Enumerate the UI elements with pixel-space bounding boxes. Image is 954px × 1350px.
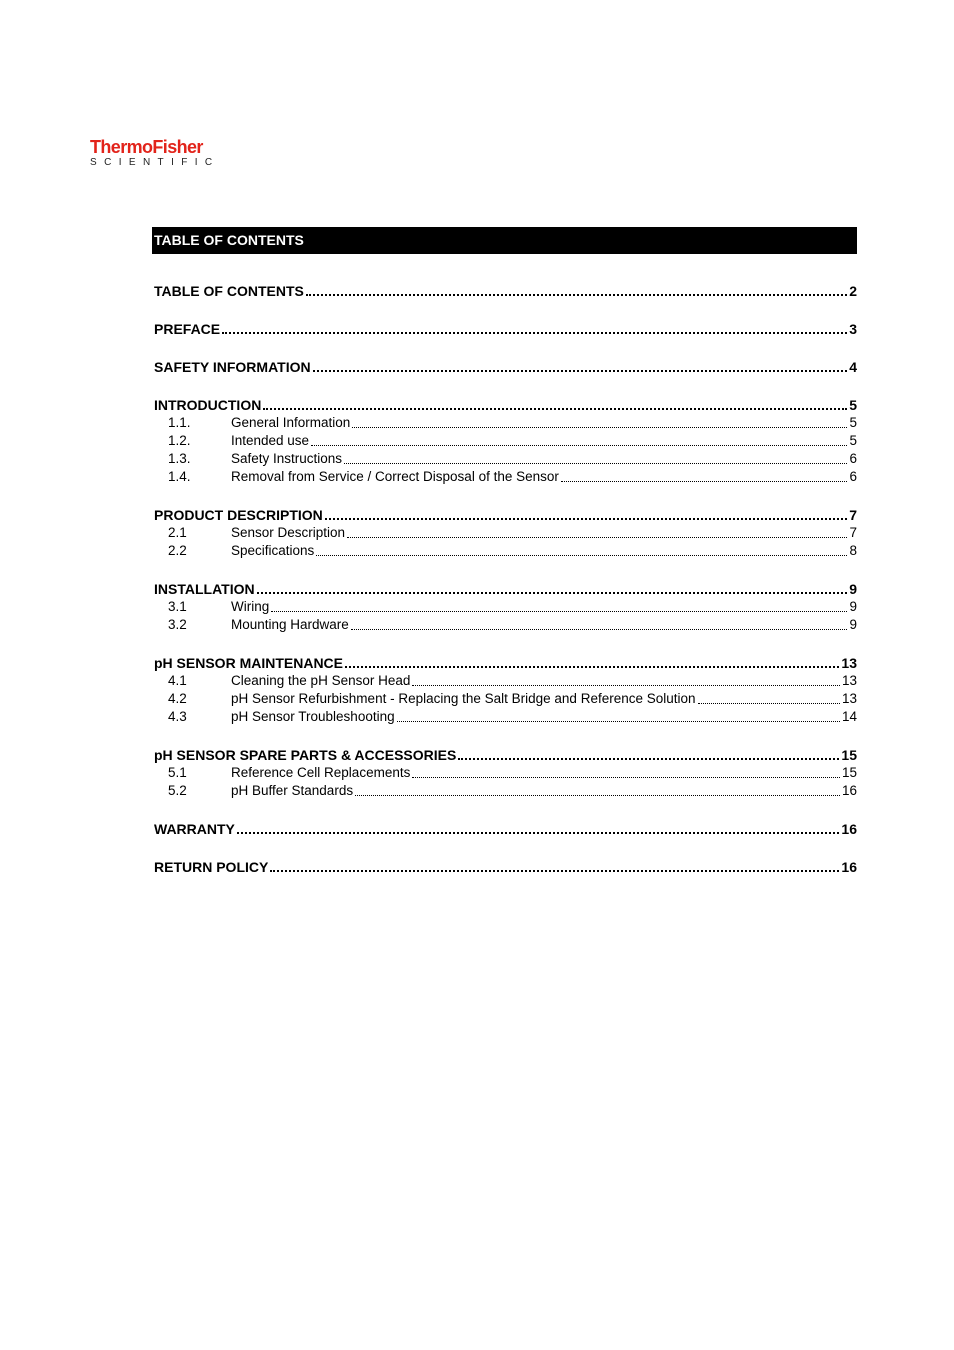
toc-entry[interactable] xyxy=(154,358,857,376)
toc-subentry-page: 15 xyxy=(841,765,857,780)
dot-leader xyxy=(698,703,840,704)
toc-entry-page: 15 xyxy=(841,747,857,763)
toc-subentry[interactable] xyxy=(154,782,857,800)
toc-subentry-number: 2.2 xyxy=(168,543,187,558)
dot-leader xyxy=(263,408,847,410)
toc-entry[interactable] xyxy=(154,506,857,524)
toc-subentry-title: pH Sensor Troubleshooting xyxy=(231,709,395,724)
dot-leader xyxy=(344,463,847,464)
dot-leader xyxy=(412,685,840,686)
toc-subentry[interactable] xyxy=(154,524,857,542)
toc-section xyxy=(154,858,857,876)
toc-entry[interactable] xyxy=(154,580,857,598)
dot-leader xyxy=(270,870,839,872)
dot-leader xyxy=(257,592,848,594)
toc-section xyxy=(154,506,857,560)
toc-subentry-number: 3.1 xyxy=(168,599,187,614)
dot-leader xyxy=(347,537,847,538)
toc-subentry-number: 1.2. xyxy=(168,433,191,448)
toc-subentry-page: 14 xyxy=(841,709,857,724)
toc-entry-page: 3 xyxy=(849,321,857,337)
dot-leader xyxy=(237,832,840,834)
dot-leader xyxy=(458,758,839,760)
toc-subentry-number: 2.1 xyxy=(168,525,187,540)
toc-entry-title: INTRODUCTION xyxy=(154,397,262,413)
toc-subentry[interactable] xyxy=(154,450,857,468)
toc-subentry-page: 5 xyxy=(849,433,857,448)
toc-entry-title: SAFETY INFORMATION xyxy=(154,359,311,375)
toc-section xyxy=(154,396,857,486)
toc-subentry-page: 8 xyxy=(849,543,857,558)
toc-subentry-title: Sensor Description xyxy=(231,525,346,540)
logo-line2: SCIENTIFIC xyxy=(90,157,220,168)
toc-entry[interactable] xyxy=(154,320,857,338)
toc-subentry-page: 9 xyxy=(849,617,857,632)
toc-subentry[interactable] xyxy=(154,432,857,450)
toc-subentry-number: 1.3. xyxy=(168,451,191,466)
toc-subentry-title: Wiring xyxy=(231,599,270,614)
toc-subentry[interactable] xyxy=(154,672,857,690)
toc-subentry-number: 4.3 xyxy=(168,709,187,724)
toc-subentry-page: 16 xyxy=(841,783,857,798)
dot-leader xyxy=(397,721,840,722)
toc-subentry-title: General Information xyxy=(231,415,351,430)
toc-entry-title: pH SENSOR SPARE PARTS & ACCESSORIES xyxy=(154,747,457,763)
toc-subentry-number: 3.2 xyxy=(168,617,187,632)
dot-leader xyxy=(351,629,848,630)
toc-entry-title: WARRANTY xyxy=(154,821,235,837)
toc-subentry[interactable] xyxy=(154,690,857,708)
toc-subentry-page: 5 xyxy=(849,415,857,430)
toc-subentry[interactable] xyxy=(154,414,857,432)
toc-subentry-title: Intended use xyxy=(231,433,310,448)
toc-entry[interactable] xyxy=(154,746,857,764)
thermo-fisher-logo xyxy=(90,138,220,169)
toc-entry-page: 4 xyxy=(849,359,857,375)
toc-subentry-title: Cleaning the pH Sensor Head xyxy=(231,673,411,688)
toc-entry[interactable] xyxy=(154,858,857,876)
toc-subentry-title: pH Buffer Standards xyxy=(231,783,354,798)
toc-subentry-number: 4.2 xyxy=(168,691,187,706)
toc-subentry-page: 9 xyxy=(849,599,857,614)
toc-subentry-number: 4.1 xyxy=(168,673,187,688)
toc-subentry[interactable] xyxy=(154,542,857,560)
toc-entry-title: INSTALLATION xyxy=(154,581,255,597)
toc-section xyxy=(154,820,857,838)
toc-subentry-page: 13 xyxy=(841,691,857,706)
toc-subentry-page: 6 xyxy=(849,469,857,484)
dot-leader xyxy=(306,294,847,296)
toc-header-bar: TABLE OF CONTENTS xyxy=(152,227,857,254)
toc-entry[interactable] xyxy=(154,654,857,672)
toc-subentry-number: 1.1. xyxy=(168,415,191,430)
toc-entry-page: 7 xyxy=(849,507,857,523)
toc-subentry-number: 5.2 xyxy=(168,783,187,798)
dot-leader xyxy=(355,795,840,796)
table-of-contents xyxy=(154,282,857,896)
toc-entry[interactable] xyxy=(154,396,857,414)
dot-leader xyxy=(561,481,848,482)
toc-entry[interactable] xyxy=(154,282,857,300)
dot-leader xyxy=(313,370,848,372)
toc-section xyxy=(154,580,857,634)
toc-subentry-title: Safety Instructions xyxy=(231,451,343,466)
toc-section xyxy=(154,282,857,300)
toc-subentry[interactable] xyxy=(154,598,857,616)
toc-subentry[interactable] xyxy=(154,468,857,486)
toc-entry-page: 16 xyxy=(841,859,857,875)
toc-subentry-title: Specifications xyxy=(231,543,315,558)
toc-subentry-number: 5.1 xyxy=(168,765,187,780)
dot-leader xyxy=(271,611,847,612)
toc-entry-title: TABLE OF CONTENTS xyxy=(154,283,304,299)
dot-leader xyxy=(222,332,847,334)
toc-subentry-page: 13 xyxy=(841,673,857,688)
toc-entry-title: RETURN POLICY xyxy=(154,859,269,875)
logo-line1: ThermoFisher xyxy=(90,137,203,157)
dot-leader xyxy=(311,445,847,446)
toc-entry-page: 5 xyxy=(849,397,857,413)
dot-leader xyxy=(325,518,847,520)
dot-leader xyxy=(316,555,847,556)
toc-section xyxy=(154,320,857,338)
toc-section xyxy=(154,654,857,726)
dot-leader xyxy=(412,777,840,778)
toc-subentry[interactable] xyxy=(154,708,857,726)
toc-subentry-title: pH Sensor Refurbishment - Replacing the Salt Bridge and Reference Solution xyxy=(231,691,696,706)
toc-entry-title: pH SENSOR MAINTENANCE xyxy=(154,655,344,671)
toc-entry[interactable] xyxy=(154,820,857,838)
dot-leader xyxy=(345,666,839,668)
dot-leader xyxy=(352,427,847,428)
toc-subentry-title: Mounting Hardware xyxy=(231,617,349,632)
toc-entry-page: 9 xyxy=(849,581,857,597)
toc-subentry[interactable] xyxy=(154,616,857,634)
toc-subentry-title: Reference Cell Replacements xyxy=(231,765,411,780)
toc-entry-title: PRODUCT DESCRIPTION xyxy=(154,507,323,523)
toc-section xyxy=(154,358,857,376)
toc-subentry-title: Removal from Service / Correct Disposal of the Sensor xyxy=(231,469,559,484)
toc-subentry-page: 6 xyxy=(849,451,857,466)
toc-entry-title: PREFACE xyxy=(154,321,221,337)
toc-section xyxy=(154,746,857,800)
toc-entry-page: 16 xyxy=(841,821,857,837)
toc-subentry[interactable] xyxy=(154,764,857,782)
toc-entry-page: 13 xyxy=(841,655,857,671)
toc-entry-page: 2 xyxy=(849,283,857,299)
toc-subentry-page: 7 xyxy=(849,525,857,540)
toc-subentry-number: 1.4. xyxy=(168,469,191,484)
